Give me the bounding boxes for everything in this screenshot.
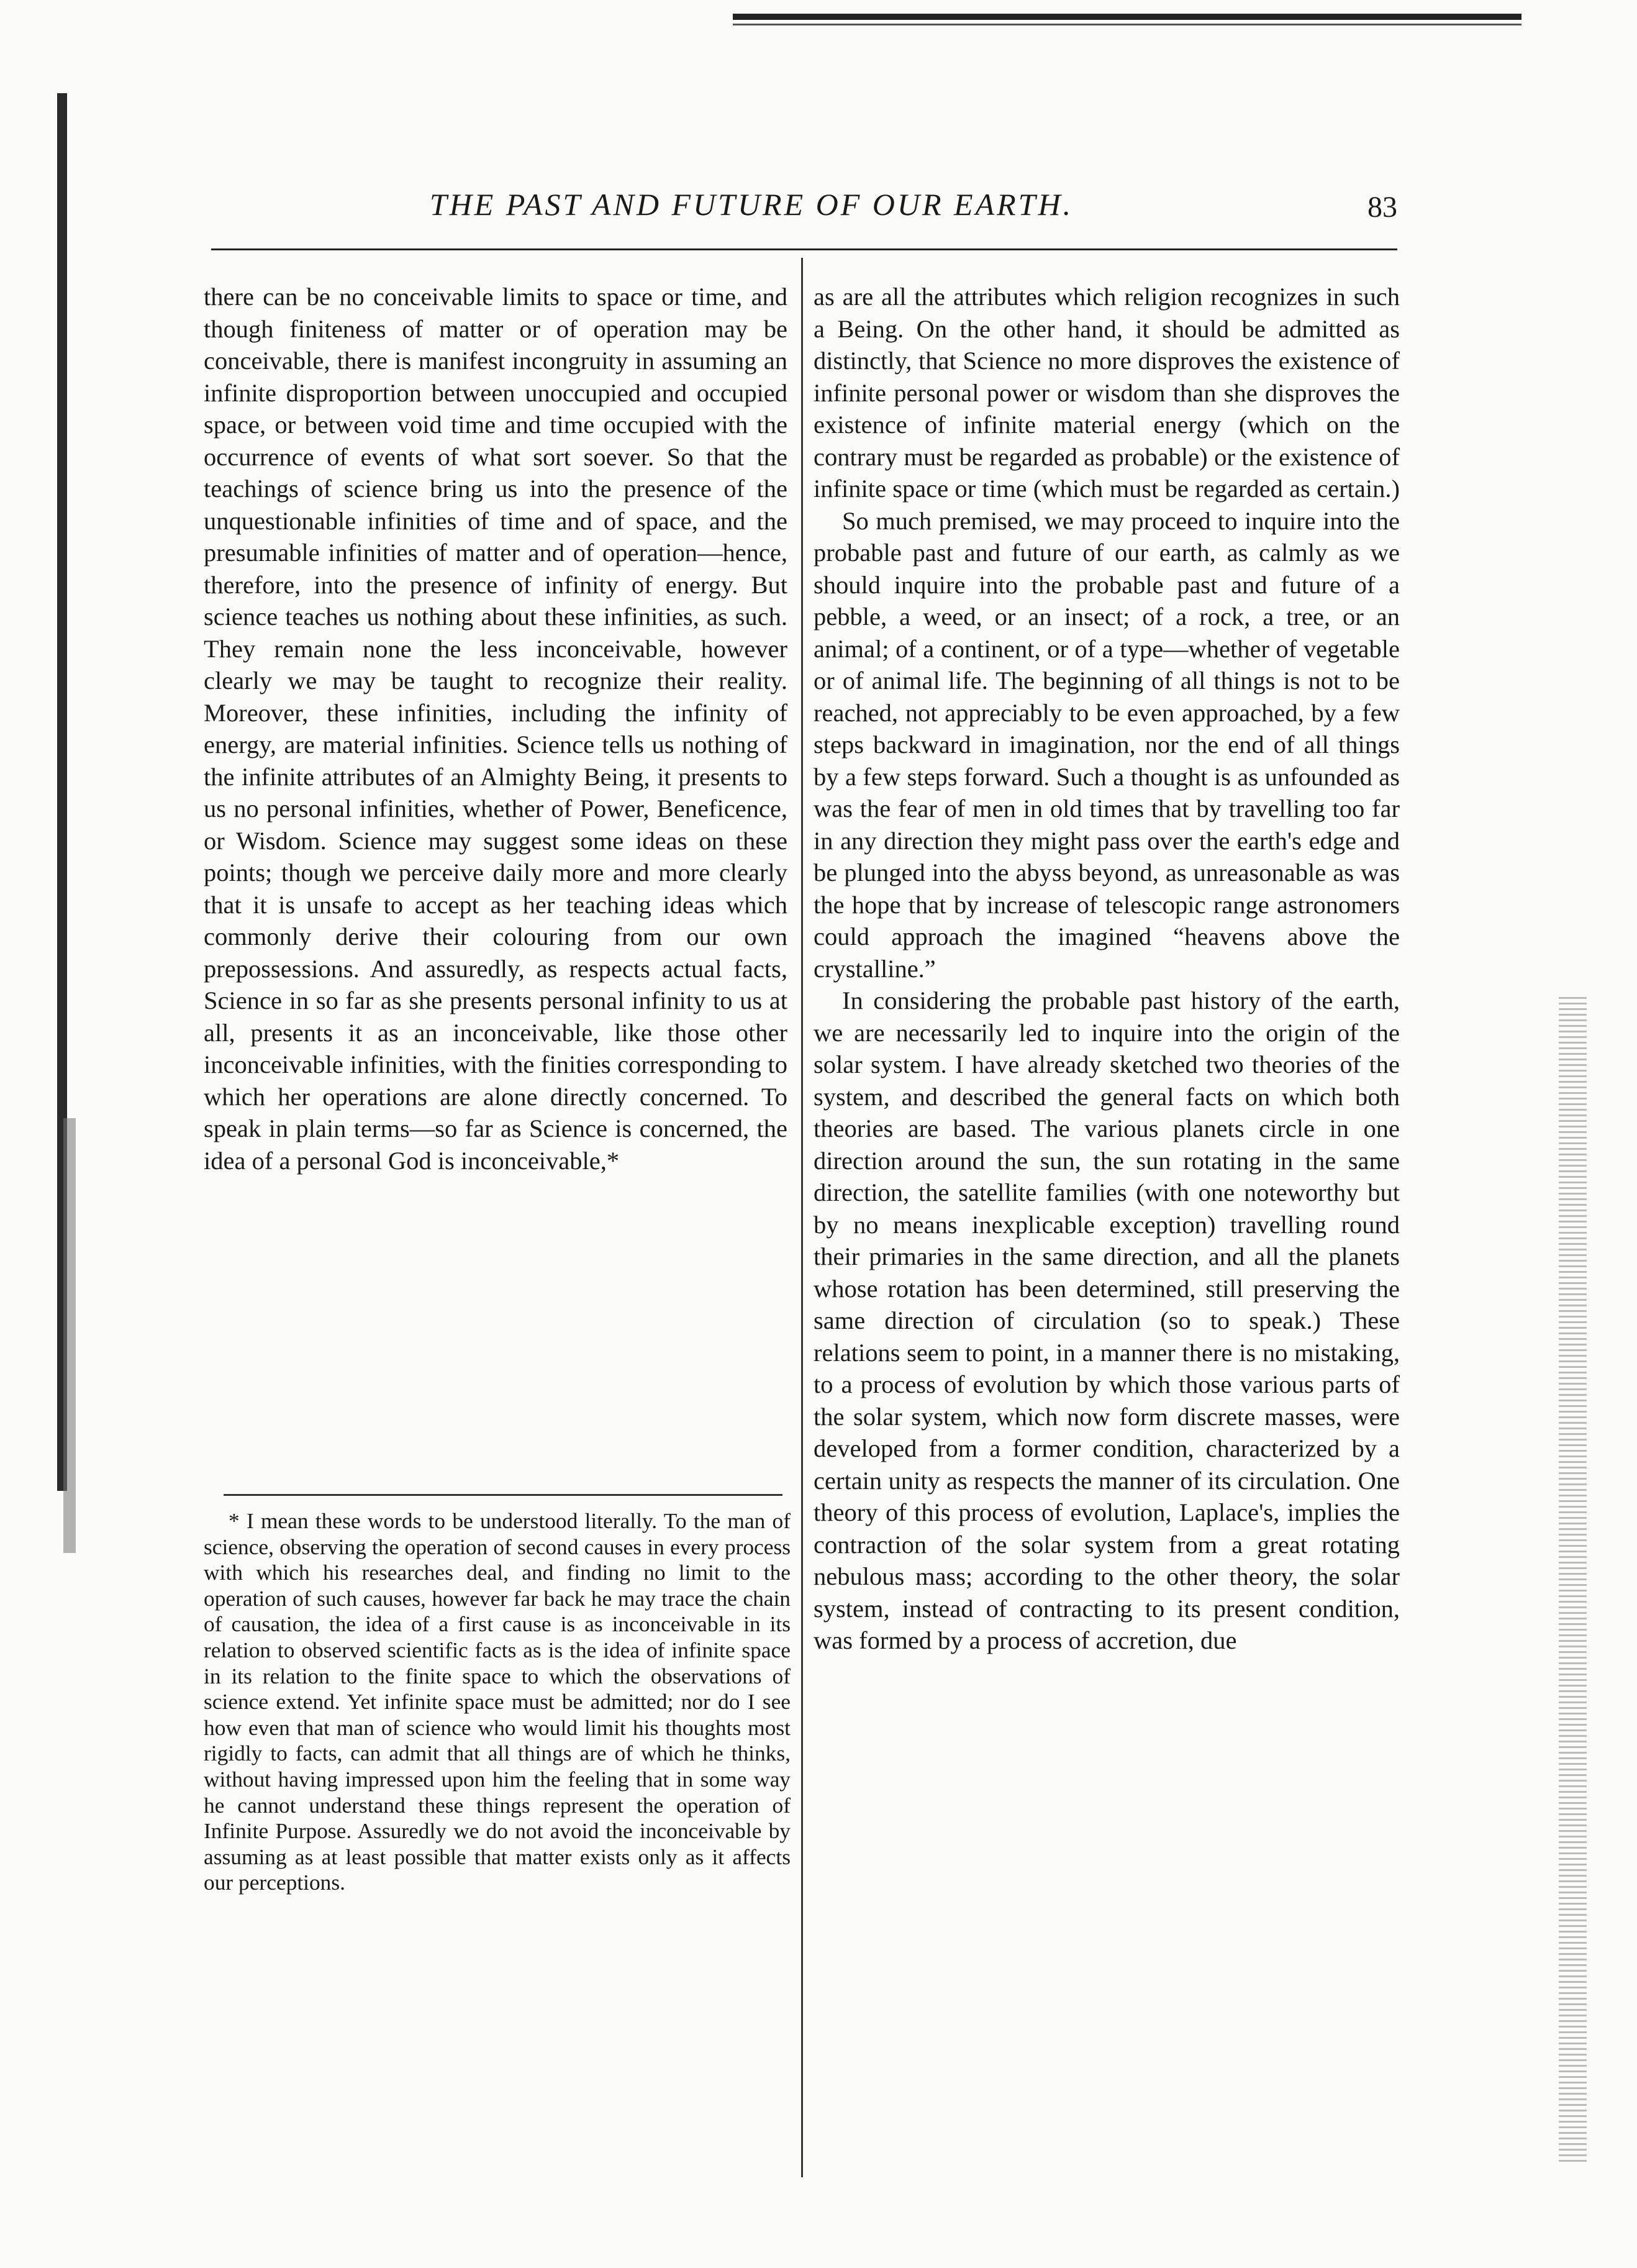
scan-edge-rule bbox=[733, 24, 1521, 25]
scan-edge-rule bbox=[733, 14, 1521, 20]
body-paragraph: there can be no conceivable limits to space or time, and though finiteness of matter or of operation may be conceivable, there is manifest incongruity in assuming an infinite disproportion between unoccupied and occupied space, or between void time and time occupied with the occurrence of events of what sort soever. So that the teachings of science bring us into the presence of the unquestionable infinities of time and of space, and the presumable infinities of matter and of operation—hence, therefore, into the presence of infinity of energy. But science teaches us nothing about these infinities, as such. They remain none the less inconceivable, however clearly we may be taught to recognize their reality. Moreover, these infinities, including the infinity of energy, are material infinities. Science tells us nothing of the infinite attributes of an Almighty Being, it presents to us no personal infinities, whether of Power, Beneficence, or Wisdom. Science may suggest some ideas on these points; though we perceive daily more and more clearly that it is unsafe to accept as her teaching ideas which commonly derive their colouring from our own prepossessions. And assuredly, as respects actual facts, Science in so far as she presents personal infinity to us at all, presents it as an inconceivable, like those other inconceivable infinities, with the finities corresponding to which her operations are alone directly concerned. To speak in plain terms—so far as Science is concerned, the idea of a personal God is inconceivable,* bbox=[204, 283, 787, 1175]
right-column bbox=[814, 281, 1400, 1657]
body-paragraph: So much premised, we may proceed to inquire into the probable past and future of our earth, as calmly as we should inquire into the probable past and future of a pebble, a weed, or an insect; of a rock, a tree, or an animal; of a continent, or of a type—whether of vegetable or of animal life. The beginning of all things is not to be reached, not appreciably to be even approached, by a few steps backward in imagination, nor the end of all things by a few steps forward. Such a thought is as unfounded as was the fear of men in old times that by travelling too far in any direction they might pass over the earth's edge and be plunged into the abyss beyond, as unreasonable as was the hope that by increase of telescopic range astronomers could approach the imagined “heavens above the crystalline.” bbox=[814, 506, 1400, 983]
body-paragraph: as are all the attributes which religion recognizes in such a Being. On the other hand, it should be admitted as distinctly, that Science no more disproves the existence of infinite personal power or wisdom than she disproves the existence of infinite material energy (which on the contrary must be regarded as probable) or the existence of infinite space or time (which must be regarded as certain.) bbox=[814, 283, 1400, 503]
footnote bbox=[204, 1508, 791, 1896]
column-divider bbox=[801, 258, 803, 2177]
footnote-text: * I mean these words to be understood literally. To the man of science, observing the operation of second causes in every process with which his researches deal, and finding no limit to the operation of such causes, however far back he may trace the chain of causation, the idea of a first cause is as inconceivable in its relation to observed scientific facts as is the idea of infinite space in its relation to the finite space to which the observations of science extend. Yet infinite space must be admitted; nor do I see how even that man of science who would limit his thoughts most rigidly to facts, can admit that all things are of which he thinks, without having impressed upon him the feeling that in some way he cannot understand these things represent the operation of Infinite Purpose. Assuredly we do not avoid the inconceivable by assuming as at least possible that matter exists only as it affects our perceptions. bbox=[204, 1508, 791, 1895]
scan-edge-noise bbox=[1559, 994, 1587, 2162]
footnote-rule bbox=[224, 1494, 782, 1496]
running-title: THE PAST AND FUTURE OF OUR EARTH. bbox=[429, 187, 1074, 222]
scan-binding-shadow bbox=[63, 1118, 76, 1553]
left-column bbox=[204, 281, 787, 1177]
page-header bbox=[211, 186, 1397, 236]
header-rule bbox=[211, 248, 1397, 250]
page-number: 83 bbox=[1367, 191, 1397, 224]
body-paragraph: In considering the probable past history of the earth, we are necessarily led to inquire into the origin of the solar system. I have already sketched two theories of the system, and described the general facts on which both theories are based. The various planets circle in one direction around the sun, the sun rotating in the same direction, the satellite families (with one noteworthy but by no means inexplicable exception) travelling round their primaries in the same direction, and all the planets whose rotation has been determined, still preserving the same direction of circulation (so to speak.) These relations seem to point, in a manner there is no mistaking, to a process of evolution by which those various parts of the solar system, which now form discrete masses, were developed from a former condition, characterized by a certain unity as respects the manner of its circulation. One theory of this process of evolution, Laplace's, implies the contraction of the solar system from a great rotating nebulous mass; according to the other theory, the solar system, instead of contracting to its present condition, was formed by a process of accretion, due bbox=[814, 986, 1400, 1654]
